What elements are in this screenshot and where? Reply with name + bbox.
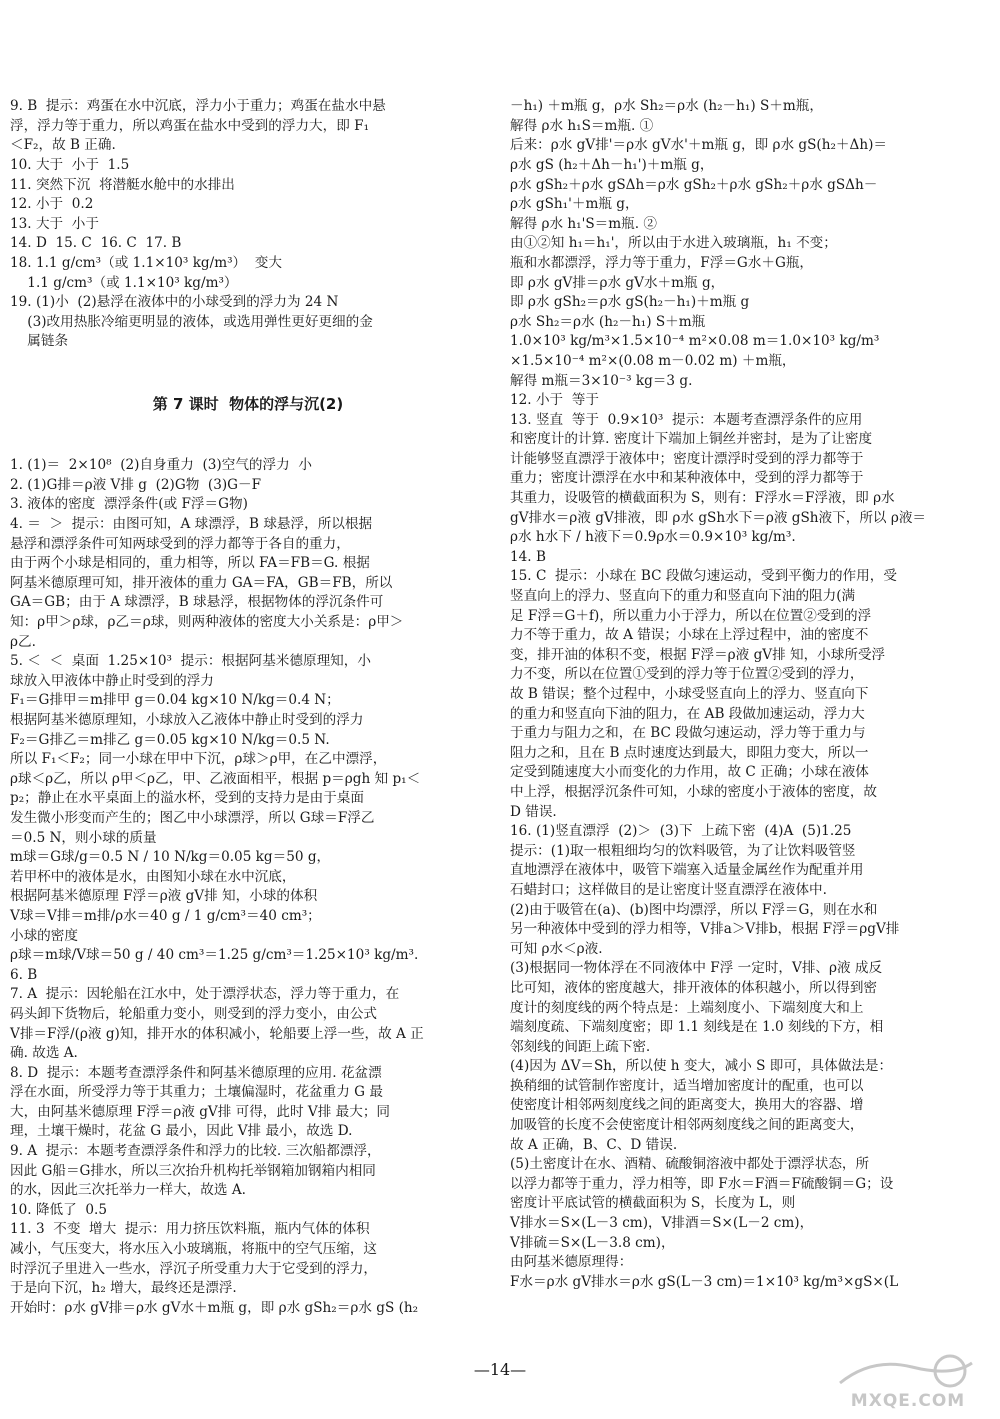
answer-line: 即 ρ水 gV排＝ρ水 gV水＋m瓶 g， — [510, 274, 725, 291]
answer-line: 1.1 g/cm³（或 1.1×10³ kg/m³） — [10, 274, 238, 291]
answer-line: 11. 突然下沉 将潜艇水舱中的水排出 — [10, 176, 235, 193]
answer-line: 阿基米德原理可知，排开液体的重力 GA＝FA，GB＝FB，所以 — [10, 574, 393, 591]
answer-line: ＜F₂，故 B 正确. — [10, 137, 116, 154]
answer-line: 14. B — [510, 548, 546, 565]
watermark-site: MXQE.COM — [850, 1391, 966, 1411]
answer-line: ρ球＜ρ乙，所以 ρ甲＜ρ乙，甲、乙液面相平，根据 p＝ρgh 知 p₁＜ — [10, 770, 421, 787]
left-answer-lines — [10, 97, 486, 352]
answer-line: 由①②知 h₁＝h₁'，所以由于水进入玻璃瓶，h₁ 不变； — [510, 235, 837, 252]
answer-line: 9. A 提示：本题考查漂浮条件和浮力的比较. 三次船都漂浮， — [10, 1143, 381, 1160]
answer-line: p₂；静止在水平桌面上的溢水杯，受到的支持力是由于桌面 — [10, 790, 364, 807]
answer-line: 发生微小形变而产生的；图乙中小球漂浮，所以 G球＝F浮乙 — [10, 809, 375, 826]
answer-line: 邻刻线的间距上疏下密. — [510, 1038, 651, 1055]
answer-line: 直地漂浮在液体中，吸管下端塞入适量金属丝作为配重并用 — [510, 862, 864, 879]
answer-line: 于是向下沉，h₂ 增大，最终还是漂浮. — [10, 1280, 237, 1297]
answer-line: 计能够竖直漂浮于液体中；密度计漂浮时受到的浮力都等于 — [510, 450, 864, 467]
answer-line: 解得 m瓶＝3×10⁻³ kg＝3 g. — [510, 372, 693, 389]
answer-line: 故 A 正确，B、C、D 错误. — [510, 1136, 678, 1153]
answer-line: 14. D 15. C 16. C 17. B — [10, 235, 182, 252]
answer-line: 换稍细的试管制作密度计，适当增加密度计的配重，也可以 — [510, 1077, 864, 1094]
answer-line: 1.0×10³ kg/m³×1.5×10⁻⁴ m²×0.08 m＝1.0×10³ kg/m³ — [510, 333, 880, 350]
answer-line: 5. ＜ ＜ 桌面 1.25×10³ 提示：根据阿基米德原理知，小 — [10, 653, 371, 670]
answer-line: 7. A 提示：因轮船在江水中，处于漂浮状态，浮力等于重力，在 — [10, 986, 400, 1003]
answer-line: 度计的刻度线的两个特点是：上端刻度小、下端刻度大和上 — [510, 999, 864, 1016]
answer-line: ＝0.5 N，则小球的质量 — [10, 829, 157, 846]
answer-line: (3)改用热胀冷缩更明显的液体，或选用弹性更好更细的金 — [10, 313, 373, 330]
answer-line: ρ球＝m球/V球＝50 g / 40 cm³＝1.25 g/cm³＝1.25×10³ kg/m³. — [10, 947, 419, 964]
answer-line: 比可知，液体的密度越大，排开液体的体积越小，所以得到密 — [510, 979, 878, 996]
answer-line: 球放入甲液体中静止时受到的浮力 — [10, 672, 214, 689]
answer-line: 由于两个小球是相同的，重力相等，所以 FA＝FB＝G. 根据 — [10, 555, 370, 572]
answer-line: (2)由于吸管在(a)、(b)图中均漂浮，所以 F浮＝G，则在水和 — [510, 901, 878, 918]
answer-line: 11. 3 不变 增大 提示：用力挤压饮料瓶，瓶内气体的体积 — [10, 1221, 370, 1238]
answer-line: 码头卸下货物后，轮船重力变小，则受到的浮力变小，由公式 — [10, 1005, 378, 1022]
answer-line: 大，由阿基米德原理 F浮＝ρ液 gV排 可得，此时 V排 最大；同 — [10, 1103, 391, 1120]
answer-line: 和密度计的计算. 密度计下端加上铜丝并密封，是为了让密度 — [510, 431, 873, 448]
answer-line: 以浮力都等于重力，浮力相等，即 F水＝F酒＝F硫酸铜＝G；设 — [510, 1175, 894, 1192]
answer-line: 减小，气压变大，将水压入小玻璃瓶，将瓶中的空气压缩，这 — [10, 1241, 378, 1258]
answer-line: 10. 降低了 0.5 — [10, 1201, 107, 1218]
answer-line: 解得 ρ水 h₁S＝m瓶. ① — [510, 117, 654, 134]
answer-line: gV排水＝ρ液 gV排液，即 ρ水 gSh水下＝ρ液 gSh液下，所以 ρ液＝ — [510, 509, 927, 526]
answer-line: 开始时：ρ水 gV排＝ρ水 gV水＋m瓶 g，即 ρ水 gSh₂＝ρ水 gS (h₂ — [10, 1299, 419, 1316]
answer-line: 18. 1.1 g/cm³（或 1.1×10³ kg/m³） 变大 — [10, 254, 282, 271]
answer-line: 13. 大于 小于 — [10, 215, 99, 232]
answer-line: V排硫＝S×(L－3.8 cm)， — [510, 1234, 675, 1251]
answer-line: 力不变，所以在位置①受到的浮力等于位置②受到的浮力， — [510, 666, 864, 683]
answer-line: 时浮沉子里进入一些水，浮沉子所受重力大于它受到的浮力， — [10, 1260, 378, 1277]
answer-line: 石蜡封口；这样做目的是让密度计竖直漂浮在液体中. — [510, 881, 827, 898]
answer-line: (3)根据同一物体浮在不同液体中 F浮 一定时，V排、ρ液 成反 — [510, 960, 883, 977]
answer-line: 确. 故选 A. — [10, 1045, 78, 1062]
answer-line: 9. B 提示：鸡蛋在水中沉底，浮力小于重力；鸡蛋在盐水中悬 — [10, 98, 386, 115]
answer-line: 4. ＝ ＞ 提示：由图可知，A 球漂浮，B 球悬浮，所以根据 — [10, 516, 373, 533]
answer-line: 定受到随速度大小而变化的力作用，故 C 正确；小球在液体 — [510, 764, 869, 781]
answer-line: 竖直向上的浮力、竖直向下的重力和竖直向下油的阻力(满 — [510, 588, 856, 605]
answer-line: －h₁) ＋m瓶 g，ρ水 Sh₂＝ρ水 (h₂－h₁) S＋m瓶， — [510, 98, 823, 115]
answer-line: 16. (1)竖直漂浮 (2)＞ (3)下 上疏下密 (4)A (5)1.25 — [510, 823, 852, 840]
left-answer-lines-lesson7 — [10, 456, 486, 1318]
answer-line: 所以 F₁＜F₂；同一小球在甲中下沉，ρ球＞ρ甲，在乙中漂浮， — [10, 751, 387, 768]
answer-line: (5)土密度计在水、酒精、硫酸铜溶液中都处于漂浮状态，所 — [510, 1156, 870, 1173]
answer-line: F水＝ρ水 gV排水＝ρ水 gS(L－3 cm)＝1×10³ kg/m³×gS×(L — [510, 1273, 899, 1290]
answer-line: 小球的密度 — [10, 927, 78, 944]
answer-line: 浮，浮力等于重力，所以鸡蛋在盐水中受到的浮力大，即 F₁ — [10, 117, 370, 134]
watermark-logo-mark — [832, 1353, 982, 1393]
answer-line: 中上浮，根据浮沉条件可知，小球的密度小于液体的密度，故 — [510, 783, 878, 800]
answer-line: 重力；密度计漂浮在水中和某种液体中，受到的浮力都等于 — [510, 470, 864, 487]
answer-line: 理，土壤干燥时，花盆 G 最小，因此 V排 最小，故选 D. — [10, 1123, 353, 1140]
answer-line: 1. (1)＝ 2×10⁸ (2)自身重力 (3)空气的浮力 小 — [10, 457, 312, 474]
answer-line: ρ水 Sh₂＝ρ水 (h₂－h₁) S＋m瓶 — [510, 313, 706, 330]
answer-line: 3. 液体的密度 漂浮条件(或 F浮＝G物) — [10, 496, 248, 513]
answer-line: F₂＝G排乙＝m排乙 g＝0.05 kg×10 N/kg＝0.5 N. — [10, 731, 330, 748]
page-number: —14— — [473, 1360, 527, 1379]
answer-line: ρ乙. — [10, 633, 36, 650]
answer-line: 即 ρ水 gSh₂＝ρ水 gS(h₂－h₁)＋m瓶 g — [510, 294, 750, 311]
answer-line: 可知 ρ水＜ρ液. — [510, 940, 603, 957]
answer-line: 知：ρ甲＞ρ球，ρ乙＝ρ球，则两种液体的密度大小关系是：ρ甲＞ — [10, 614, 404, 631]
answer-line: 12. 小于 0.2 — [10, 196, 94, 213]
answer-line: ρ水 gS (h₂＋Δh－h₁')＋m瓶 g， — [510, 156, 714, 173]
answer-line: 19. (1)小 (2)悬浮在液体中的小球受到的浮力为 24 N — [10, 294, 339, 311]
answer-line: 的水，因此三次托举力一样大，故选 A. — [10, 1182, 246, 1199]
answer-line: 8. D 提示：本题考查漂浮条件和阿基米德原理的应用. 花盆漂 — [10, 1064, 382, 1081]
answer-line: 12. 小于 等于 — [510, 392, 599, 409]
answer-line: 端刻度疏、下端刻度密；即 1.1 刻线是在 1.0 刻线的下方，相 — [510, 1019, 884, 1036]
answer-line: 变，排开油的体积不变，根据 F浮＝ρ液 gV排 知，小球所受浮 — [510, 646, 886, 663]
answer-line: 使密度计相邻两刻度线之间的距离变大，换用大的容器、增 — [510, 1097, 864, 1114]
answer-line: V排水＝S×(L－3 cm)，V排酒＝S×(L－2 cm)， — [510, 1215, 814, 1232]
answer-line: 加吸管的长度不会使密度计相邻两刻度线之间的距离变大， — [510, 1117, 864, 1134]
answer-line: 提示：(1)取一根粗细均匀的饮料吸管，为了让饮料吸管竖 — [510, 842, 856, 859]
answer-line: 足 F浮＝G＋f)，所以重力小于浮力，所以在位置②受到的浮 — [510, 607, 872, 624]
answer-line: 密度计平底试管的横截面积为 S，长度为 L，则 — [510, 1195, 796, 1212]
answer-line: 6. B — [10, 966, 38, 983]
answer-line: 解得 ρ水 h₁'S＝m瓶. ② — [510, 215, 657, 232]
answer-line: ×1.5×10⁻⁴ m²×(0.08 m－0.02 m) ＋m瓶， — [510, 352, 796, 369]
answer-line: 故 B 错误；整个过程中，小球受竖直向上的浮力、竖直向下 — [510, 686, 869, 702]
answer-line: (4)因为 ΔV＝Sh，所以使 h 变大，减小 S 即可，具体做法是： — [510, 1058, 893, 1075]
answer-line: 瓶和水都漂浮，浮力等于重力，F浮＝G水＋G瓶， — [510, 254, 814, 271]
answer-line: 浮在水面，所受浮力等于其重力；土壤偏湿时，花盆重力 G 最 — [10, 1084, 383, 1101]
answer-line: 15. C 提示：小球在 BC 段做匀速运动，受到平衡力的作用，受 — [510, 568, 897, 585]
answer-line: 因此 G船＝G排水，所以三次抬升机构托举钢箱加钢箱内相同 — [10, 1162, 376, 1179]
answer-line: ρ水 h水下 / h液下＝0.9ρ水＝0.9×10³ kg/m³. — [510, 529, 796, 546]
answer-line: 另一种液体中受到的浮力相等，V排a＞V排b，根据 F浮＝ρgV排 — [510, 921, 900, 938]
answer-line: 2. (1)G排＝ρ液 V排 g (2)G物 (3)G－F — [10, 476, 262, 493]
answer-line: ρ水 gSh₁'＋m瓶 g， — [510, 196, 639, 213]
answer-line: 13. 竖直 等于 0.9×10³ 提示：本题考查漂浮条件的应用 — [510, 411, 863, 428]
answer-line: 根据阿基米德原理知，小球放入乙液体中静止时受到的浮力 — [10, 712, 364, 728]
right-column — [510, 58, 988, 1332]
answer-line: GA＝GB；由于 A 球漂浮，B 球悬浮，根据物体的浮沉条件可 — [10, 594, 384, 611]
answer-line: ρ水 gSh₂＋ρ水 gSΔh＝ρ水 gSh₂＋ρ水 gSh₂＋ρ水 gSΔh－ — [510, 176, 878, 193]
answer-line: m球＝G球/g＝0.5 N / 10 N/kg＝0.05 kg＝50 g， — [10, 849, 331, 866]
answer-line: 阻力之和，且在 B 点时速度达到最大，即阻力变大，所以一 — [510, 744, 869, 761]
answer-line: 10. 大于 小于 1.5 — [10, 156, 130, 173]
section-title: 第 7 课时 物体的浮与沉(2) — [152, 395, 344, 414]
answer-line: 的重力和竖直向下油的阻力，在 AB 段做加速运动，浮力大 — [510, 705, 865, 722]
answer-line: D 错误. — [510, 803, 557, 820]
answer-line: 由阿基米德原理得： — [510, 1254, 633, 1271]
answer-line: V球＝V排＝m排/ρ水＝40 g / 1 g/cm³＝40 cm³； — [10, 907, 321, 924]
answer-line: 根据阿基米德原理 F浮＝ρ液 gV排 知，小球的体积 — [10, 888, 318, 905]
left-column — [10, 58, 486, 1358]
answer-line: 属链条 — [10, 333, 69, 350]
answer-line: 悬浮和漂浮条件可知两球受到的浮力都等于各自的重力， — [10, 535, 350, 552]
answer-line: 力不等于重力，故 A 错误；小球在上浮过程中，油的密度不 — [510, 627, 869, 644]
right-answer-lines — [510, 97, 988, 1292]
answer-line: 于重力与阻力之和，在 BC 段做匀速运动，浮力等于重力与 — [510, 725, 866, 742]
answer-line: V排＝F浮/(ρ液 g)知，排开水的体积减小，轮船要上浮一些，故 A 正 — [10, 1025, 424, 1042]
answer-line: 后来：ρ水 gV排'＝ρ水 gV水'＋m瓶 g，即 ρ水 gS(h₂＋Δh)＝ — [510, 137, 887, 154]
watermark-logo — [832, 1353, 982, 1411]
answer-line: 其重力，设吸管的横截面积为 S，则有：F浮水＝F浮液，即 ρ水 — [510, 490, 895, 507]
answer-line: F₁＝G排甲＝m排甲 g＝0.04 kg×10 N/kg＝0.4 N； — [10, 692, 340, 709]
answer-line: 若甲杯中的液体是水，由图知小球在水中沉底， — [10, 868, 296, 885]
